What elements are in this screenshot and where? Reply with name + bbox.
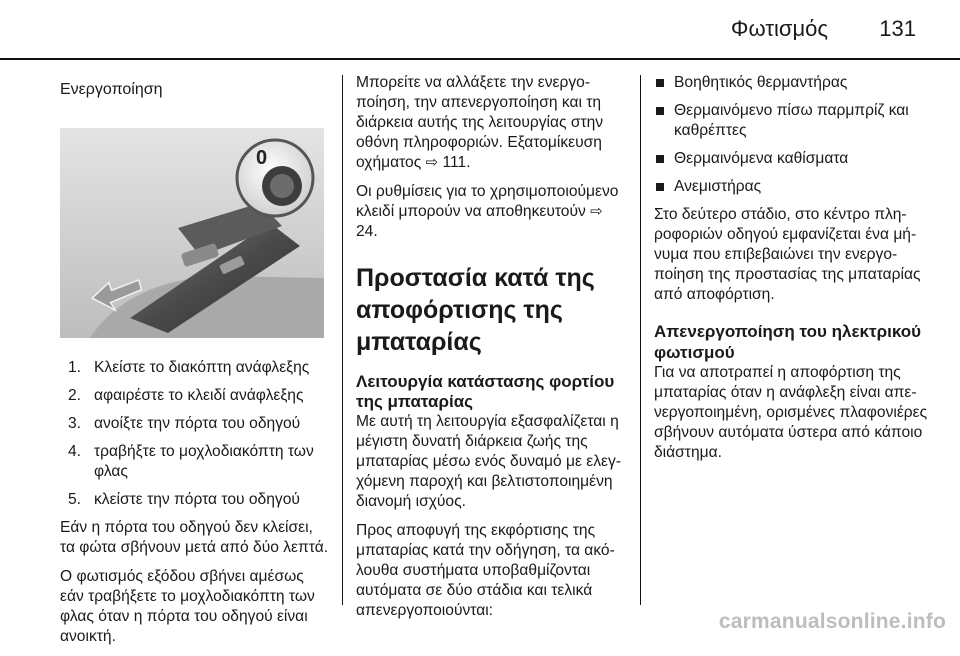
column-1 <box>60 68 330 656</box>
inset-knob-face-shape <box>270 174 294 198</box>
inset-label: 0 <box>256 147 268 169</box>
list-item: Θερμαινόμενο πίσω παρμπρίζ και καθρέπτες <box>654 101 929 141</box>
watermark: carmanualsonline.info <box>718 610 946 633</box>
paragraph-settings: Μπορείτε να αλλάξετε την ενεργοποίηση, την απενεργοποίηση και τη διάρκεια αυτής της λειτουργίας στην οθόνη πληροφοριών. Εξατομίκευση οχήματος ⇨ 111. <box>356 74 604 171</box>
paragraph-key-settings: Οι ρυθμίσεις για το χρησιμοποιούμενο κλειδί μπορούν να αποθηκευτούν ⇨ 24. <box>356 183 619 240</box>
page-ref-icon: ⇨ <box>425 154 439 171</box>
column-3 <box>654 73 929 472</box>
section-heading-activation: Ενεργοποίηση <box>60 81 163 98</box>
page-header <box>0 0 960 60</box>
subheading-battery-state: Λειτουργία κατάστασης φορτίου της μπαταρίας <box>356 372 615 411</box>
section-heading-battery-protection: Προστασία κατά της αποφόρτισης της μπαταρίας <box>356 264 595 356</box>
paragraph-second-stage: Στο δεύτερο στάδιο, στο κέντρο πληροφοριών οδηγού εμφανίζεται ένα μήνυμα που επιβεβαιώνει την ενεργοποίηση της προστασίας της μπαταρίας από αποφόρτιση. <box>654 206 921 303</box>
paragraph-battery-life: Με αυτή τη λειτουργία εξασφαλίζεται η μέγιστη δυνατή διάρκεια ζωής της μπαταρίας μέσω ενός δυναμό με ελεγχόμενη παροχή και βελτιστοποιημένη διανομή ισχύος. <box>356 413 622 510</box>
lever-illustration <box>60 128 324 338</box>
page-number: 131 <box>879 16 916 41</box>
page-title: Φωτισμός <box>730 16 828 41</box>
column-divider <box>342 75 343 605</box>
page-ref-link[interactable]: 111. <box>442 154 471 171</box>
column-divider <box>640 75 641 605</box>
column-2 <box>356 73 626 630</box>
header-rule <box>0 58 960 60</box>
lever-illustration-svg <box>60 128 324 338</box>
systems-list <box>654 73 929 197</box>
list-item: 4. τραβήξτε το μοχλοδιακόπτη των φλας <box>68 443 314 480</box>
activation-steps-list <box>60 358 330 510</box>
section-heading-deactivation: Απενεργοποίηση του ηλεκτρικού φωτισμού <box>654 322 922 362</box>
paragraph-exit-lighting: Ο φωτισμός εξόδου σβήνει αμέσως εάν τραβήξετε το μοχλοδιακόπτη των φλας όταν η πόρτα του οδηγού είναι ανοικτή. <box>60 568 315 645</box>
list-item: 5. κλείστε την πόρτα του οδηγού <box>68 491 300 508</box>
list-item: 2. αφαιρέστε το κλειδί ανάφλεξης <box>68 387 304 404</box>
list-item: Βοηθητικός θερμαντήρας <box>654 73 929 93</box>
paragraph-door-open: Εάν η πόρτα του οδηγού δεν κλείσει, τα φώτα σβήνουν μετά από δύο λεπτά. <box>60 519 329 556</box>
page-ref-link[interactable]: 24. <box>356 223 378 240</box>
list-item: 3. ανοίξτε την πόρτα του οδηγού <box>68 415 301 432</box>
list-item: Ανεμιστήρας <box>654 177 929 197</box>
list-item: 1. Κλείστε το διακόπτη ανάφλεξης <box>68 359 310 376</box>
list-item: Θερμαινόμενα καθίσματα <box>654 149 929 169</box>
paragraph-interior-lights: Για να αποτραπεί η αποφόρτιση της μπαταρίας όταν η ανάφλεξη είναι απενεργοποιημένη, ορισμένες πλαφονιέρες σβήνουν αυτόματα ύστερα από κάποιο διάστημα. <box>654 364 928 461</box>
paragraph-discharge-prevention: Προς αποφυγή της εκφόρτισης της μπαταρίας κατά την οδήγηση, τα ακόλουθα συστήματα υποβαθμίζονται αυτόματα σε δύο στάδια και τελικά απενεργοποιούνται: <box>356 522 615 619</box>
page-ref-icon: ⇨ <box>590 203 603 220</box>
